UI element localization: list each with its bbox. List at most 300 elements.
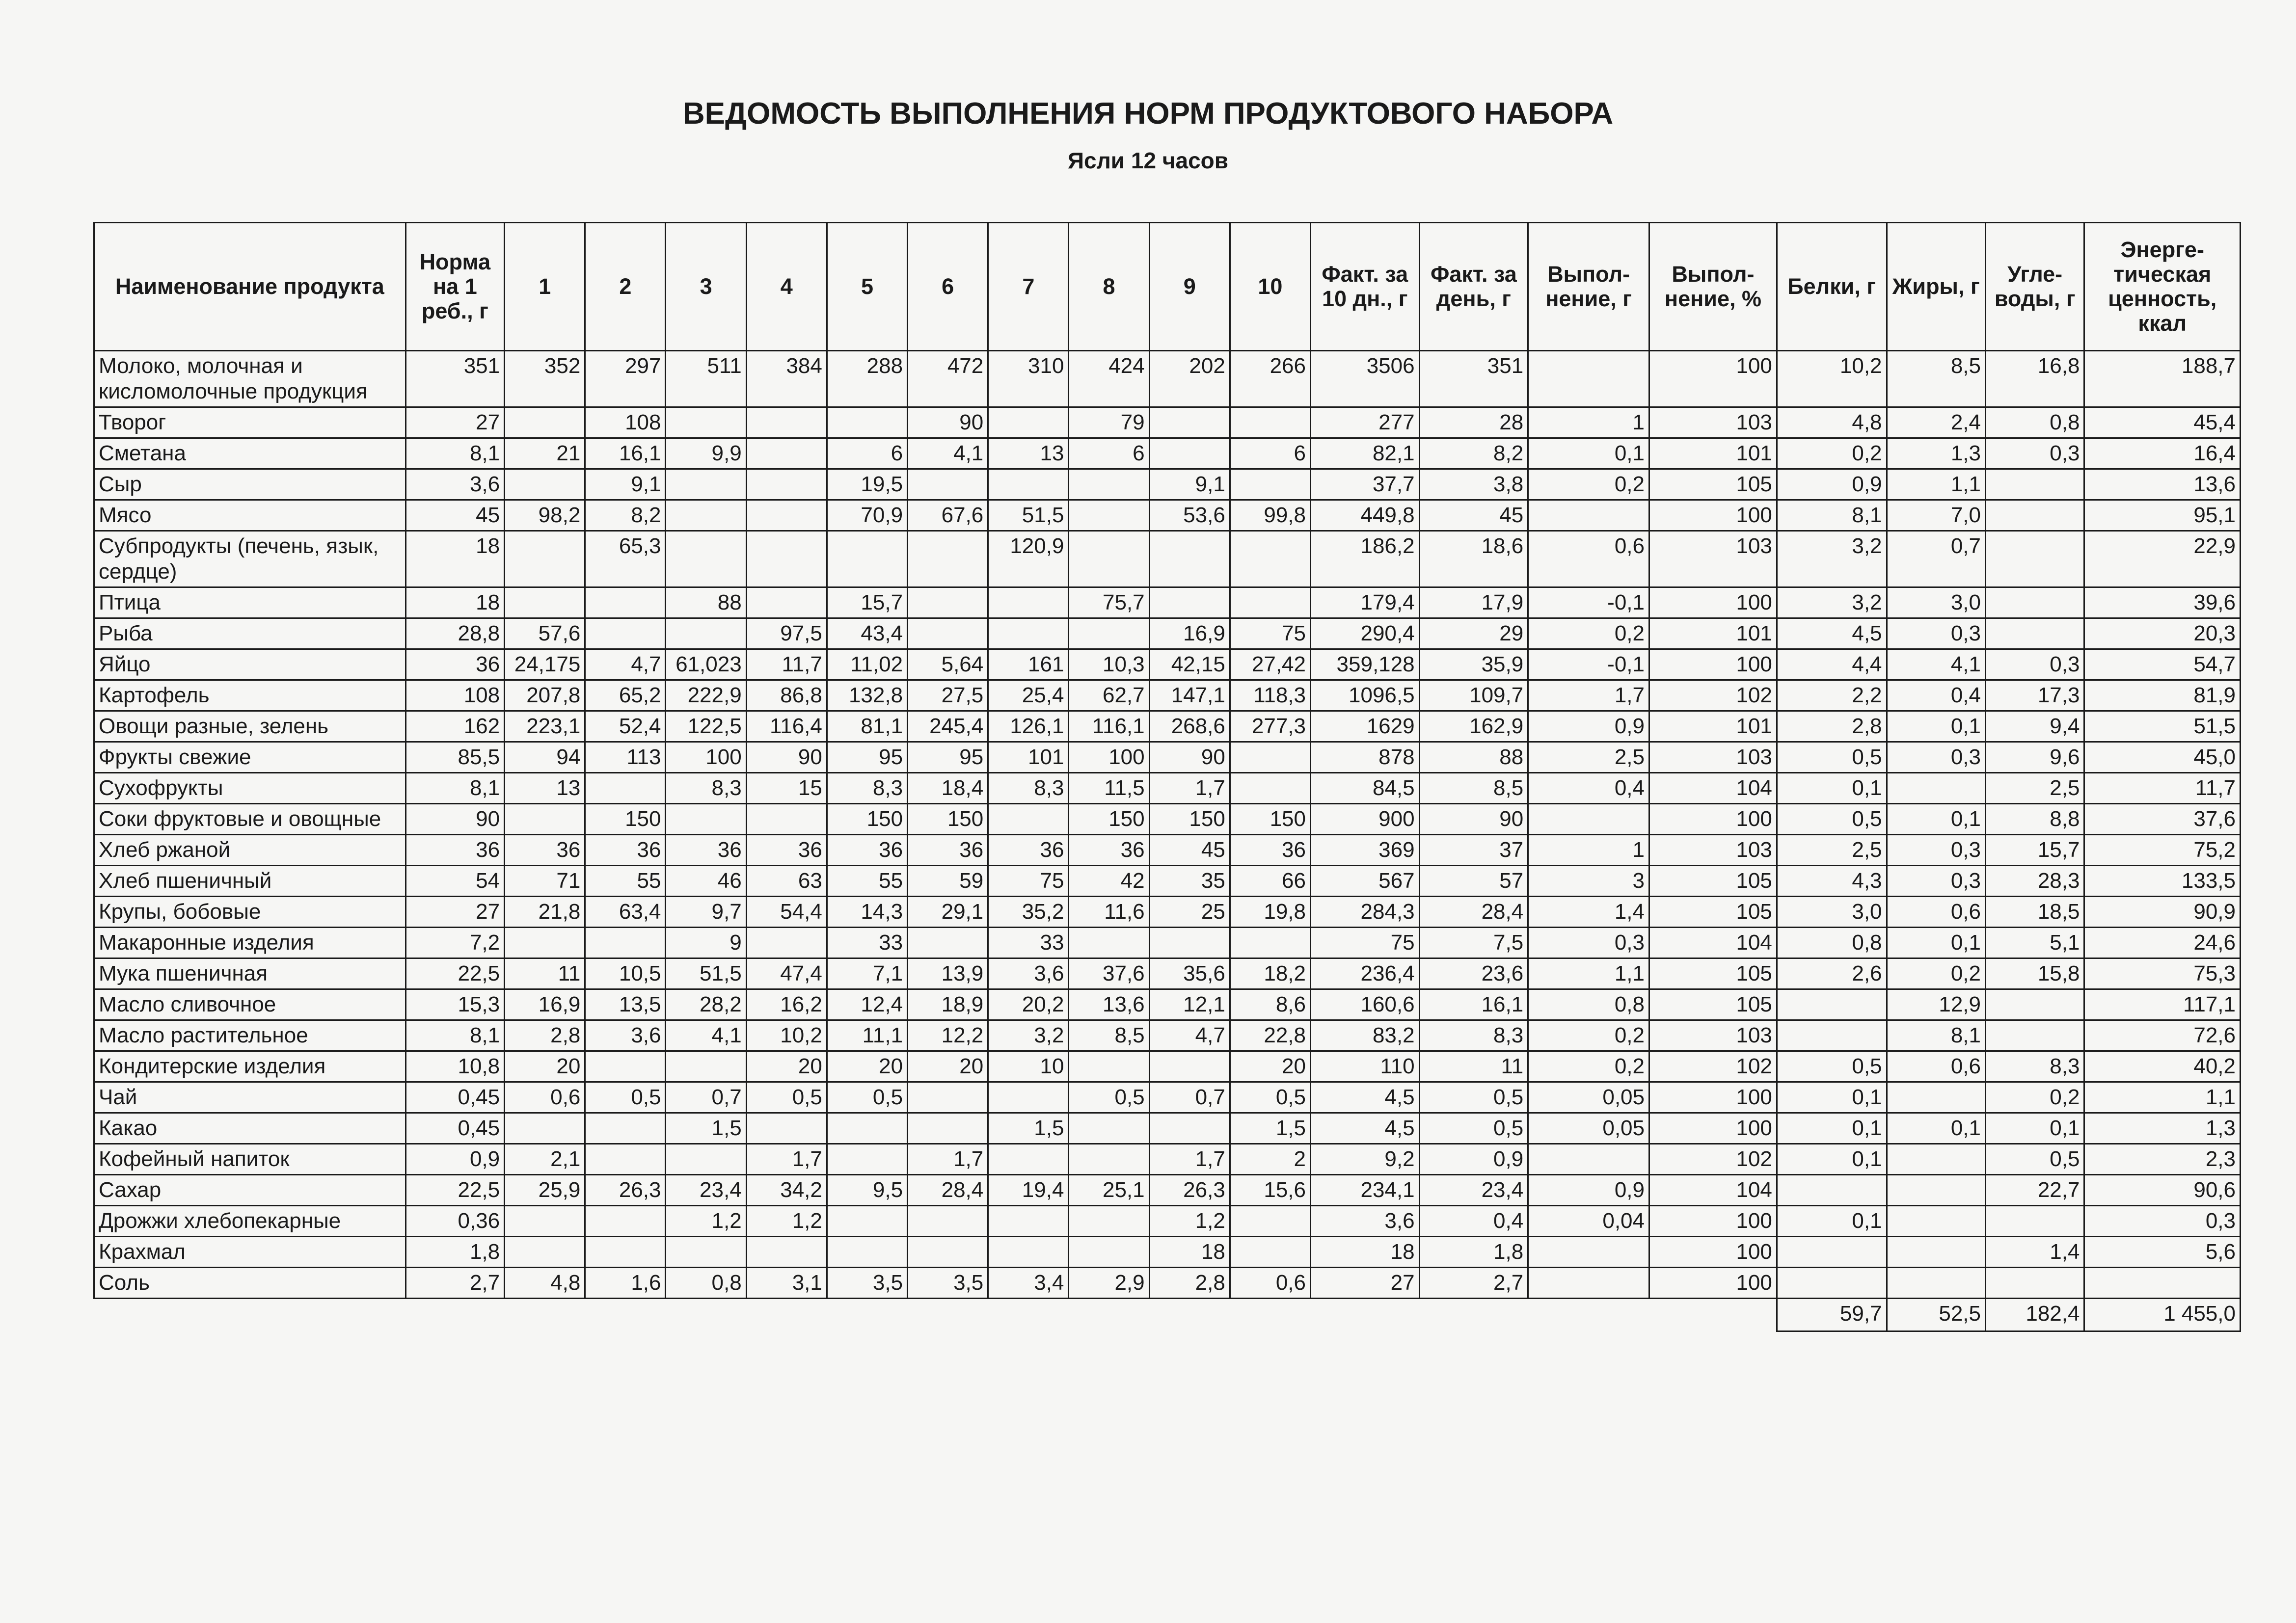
value-cell: 0,2 [1528,469,1649,500]
value-cell [908,469,988,500]
value-cell: 0,3 [1887,835,1985,866]
value-cell: 7,1 [827,958,907,989]
total-energy: 1 455,0 [2084,1299,2241,1331]
value-cell [1887,1144,1985,1175]
value-cell: 310 [988,351,1069,407]
value-cell: 1,7 [1149,773,1230,804]
value-cell: 36 [585,835,666,866]
value-cell: 66 [1230,866,1310,897]
value-cell: 116,1 [1069,711,1149,742]
table-header-row [94,223,2241,351]
value-cell: 245,4 [908,711,988,742]
value-cell: 20,2 [988,989,1069,1020]
value-cell [746,469,827,500]
value-cell: 100 [1649,1113,1777,1144]
value-cell: 9,7 [666,897,746,928]
value-cell [1985,587,2084,618]
value-cell [1777,1175,1887,1206]
value-cell: 1,6 [585,1268,666,1299]
value-cell: 29,1 [908,897,988,928]
value-cell: 13,6 [1069,989,1149,1020]
value-cell: 36 [405,649,504,680]
value-cell [1887,1237,1985,1268]
value-cell [1528,1268,1649,1299]
totals-spacer [94,1299,1777,1331]
value-cell: 567 [1310,866,1419,897]
product-name-cell: Крупы, бобовые [94,897,406,928]
value-cell: 1,3 [1887,438,1985,469]
value-cell: 900 [1310,804,1419,835]
value-cell: 101 [988,742,1069,773]
value-cell: 1 [1528,835,1649,866]
column-header: Норма на 1 реб., г [405,223,504,351]
value-cell: 2,6 [1777,958,1887,989]
value-cell: 15,3 [405,989,504,1020]
value-cell: 120,9 [988,531,1069,587]
value-cell [908,531,988,587]
value-cell: 11,7 [746,649,827,680]
value-cell: 1,5 [666,1113,746,1144]
value-cell: 104 [1649,928,1777,958]
value-cell: 90 [908,407,988,438]
value-cell: 351 [1419,351,1528,407]
value-cell: 51,5 [2084,711,2241,742]
value-cell [1528,1144,1649,1175]
value-cell [908,1206,988,1237]
table-row [94,1144,2241,1175]
value-cell: 18 [405,531,504,587]
value-cell: 63 [746,866,827,897]
value-cell [1149,531,1230,587]
product-name-cell: Чай [94,1082,406,1113]
value-cell [1887,773,1985,804]
value-cell: 2,8 [1777,711,1887,742]
total-carbs: 182,4 [1985,1299,2084,1331]
value-cell: 188,7 [2084,351,2241,407]
value-cell: 1,1 [2084,1082,2241,1113]
value-cell: 27 [405,407,504,438]
value-cell [988,587,1069,618]
value-cell: 5,1 [1985,928,2084,958]
value-cell: 3,0 [1777,897,1887,928]
value-cell: 290,4 [1310,618,1419,649]
value-cell: 0,8 [666,1268,746,1299]
value-cell [746,407,827,438]
value-cell [666,1237,746,1268]
value-cell: 2,9 [1069,1268,1149,1299]
value-cell: 1,7 [908,1144,988,1175]
column-header: 8 [1069,223,1149,351]
table-row [94,711,2241,742]
value-cell: 4,8 [505,1268,585,1299]
value-cell: 10,3 [1069,649,1149,680]
value-cell [1149,1113,1230,1144]
value-cell: 2,5 [1528,742,1649,773]
value-cell: 0,7 [1887,531,1985,587]
value-cell: 35,6 [1149,958,1230,989]
value-cell: 35,2 [988,897,1069,928]
value-cell: 36 [1069,835,1149,866]
value-cell: 2,2 [1777,680,1887,711]
value-cell: 0,7 [1149,1082,1230,1113]
value-cell: 100 [1649,1206,1777,1237]
value-cell [1230,469,1310,500]
value-cell: 126,1 [988,711,1069,742]
product-name-cell: Кондитерские изделия [94,1051,406,1082]
value-cell: 105 [1649,866,1777,897]
value-cell: 3,5 [827,1268,907,1299]
value-cell: 75 [988,866,1069,897]
value-cell: 90 [1419,804,1528,835]
product-name-cell: Соль [94,1268,406,1299]
table-row [94,351,2241,407]
value-cell: 45 [405,500,504,531]
value-cell: 55 [585,866,666,897]
value-cell: 6 [1069,438,1149,469]
value-cell: 12,9 [1887,989,1985,1020]
product-name-cell: Молоко, молочная и кисломолочные продукция [94,351,406,407]
value-cell [1230,1206,1310,1237]
value-cell: 28,3 [1985,866,2084,897]
value-cell [1985,500,2084,531]
value-cell: 223,1 [505,711,585,742]
product-name-cell: Субпродукты (печень, язык, сердце) [94,531,406,587]
value-cell: 105 [1649,897,1777,928]
value-cell: 28,4 [908,1175,988,1206]
value-cell: 20 [746,1051,827,1082]
value-cell: -0,1 [1528,649,1649,680]
value-cell: 0,5 [1777,804,1887,835]
value-cell: 16,4 [2084,438,2241,469]
value-cell: 150 [1230,804,1310,835]
product-name-cell: Дрожжи хлебопекарные [94,1206,406,1237]
value-cell [1985,618,2084,649]
value-cell: 12,1 [1149,989,1230,1020]
value-cell: 100 [1649,649,1777,680]
value-cell: 75 [1230,618,1310,649]
value-cell [1230,773,1310,804]
value-cell [1069,531,1149,587]
value-cell: 54,4 [746,897,827,928]
value-cell: 202 [1149,351,1230,407]
table-row [94,531,2241,587]
product-name-cell: Мясо [94,500,406,531]
value-cell [666,531,746,587]
value-cell: 351 [405,351,504,407]
value-cell: 0,4 [1887,680,1985,711]
value-cell: 103 [1649,835,1777,866]
value-cell: 162 [405,711,504,742]
value-cell: 0,9 [1528,1175,1649,1206]
value-cell: 18 [1310,1237,1419,1268]
value-cell: 51,5 [666,958,746,989]
value-cell: 0,5 [585,1082,666,1113]
value-cell: 12,2 [908,1020,988,1051]
value-cell: 369 [1310,835,1419,866]
value-cell: 3,0 [1887,587,1985,618]
value-cell: 100 [1649,1237,1777,1268]
column-header: Угле-воды, г [1985,223,2084,351]
value-cell: 11,6 [1069,897,1149,928]
value-cell: 11 [505,958,585,989]
value-cell: 43,4 [827,618,907,649]
product-name-cell: Макаронные изделия [94,928,406,958]
value-cell: 33 [827,928,907,958]
value-cell: 0,3 [1887,618,1985,649]
value-cell: 0,4 [1528,773,1649,804]
value-cell: 8,3 [827,773,907,804]
value-cell [908,1082,988,1113]
value-cell: 7,5 [1419,928,1528,958]
value-cell: 13,5 [585,989,666,1020]
value-cell: 36 [1230,835,1310,866]
value-cell: 0,5 [1419,1082,1528,1113]
table-row [94,680,2241,711]
value-cell: 4,5 [1310,1082,1419,1113]
value-cell: 0,5 [1230,1082,1310,1113]
value-cell: 0,8 [1985,407,2084,438]
value-cell: 10 [988,1051,1069,1082]
value-cell [1985,1020,2084,1051]
column-header: 5 [827,223,907,351]
value-cell: 3,4 [988,1268,1069,1299]
value-cell: 42,15 [1149,649,1230,680]
value-cell: 36 [666,835,746,866]
value-cell: 15,6 [1230,1175,1310,1206]
value-cell [1985,989,2084,1020]
value-cell: 449,8 [1310,500,1419,531]
table-row [94,407,2241,438]
value-cell: 4,7 [585,649,666,680]
value-cell: 103 [1649,742,1777,773]
value-cell: 75 [1310,928,1419,958]
table-row [94,773,2241,804]
value-cell [1230,407,1310,438]
value-cell [988,804,1069,835]
value-cell: 160,6 [1310,989,1419,1020]
table-row [94,1113,2241,1144]
value-cell: 17,3 [1985,680,2084,711]
value-cell [1528,804,1649,835]
value-cell: 0,1 [1528,438,1649,469]
column-header: 3 [666,223,746,351]
value-cell: 0,9 [1419,1144,1528,1175]
value-cell: 35 [1149,866,1230,897]
value-cell: 15 [746,773,827,804]
table-row [94,500,2241,531]
table-row [94,1020,2241,1051]
value-cell: 36 [746,835,827,866]
value-cell: 3,2 [988,1020,1069,1051]
value-cell: 25,4 [988,680,1069,711]
value-cell: 8,6 [1230,989,1310,1020]
value-cell: 8,3 [1419,1020,1528,1051]
value-cell: 0,1 [1777,1113,1887,1144]
value-cell [1149,587,1230,618]
value-cell: 94 [505,742,585,773]
value-cell: 18,4 [908,773,988,804]
value-cell: 46 [666,866,746,897]
value-cell [746,531,827,587]
value-cell: 1,4 [1985,1237,2084,1268]
product-name-cell: Сыр [94,469,406,500]
value-cell [1887,1175,1985,1206]
value-cell: 88 [1419,742,1528,773]
value-cell: 34,2 [746,1175,827,1206]
value-cell: 105 [1649,958,1777,989]
table-row [94,1082,2241,1113]
value-cell: 0,1 [1777,1082,1887,1113]
value-cell: 45 [1419,500,1528,531]
value-cell: 0,2 [1887,958,1985,989]
value-cell: 9,6 [1985,742,2084,773]
value-cell: 7,0 [1887,500,1985,531]
value-cell: 45,4 [2084,407,2241,438]
value-cell: 10,2 [1777,351,1887,407]
value-cell: 23,6 [1419,958,1528,989]
value-cell: 0,3 [1528,928,1649,958]
value-cell: 100 [1069,742,1149,773]
value-cell [666,1144,746,1175]
value-cell: 0,8 [1528,989,1649,1020]
value-cell: 3,2 [1777,587,1887,618]
value-cell: 18 [405,587,504,618]
value-cell: 0,5 [1069,1082,1149,1113]
value-cell: 4,1 [1887,649,1985,680]
value-cell [585,1113,666,1144]
value-cell: 6 [1230,438,1310,469]
value-cell: 27,5 [908,680,988,711]
table-row [94,897,2241,928]
value-cell [585,928,666,958]
totals-row [94,1299,2241,1331]
product-name-cell: Яйцо [94,649,406,680]
value-cell: 36 [405,835,504,866]
value-cell [1887,1206,1985,1237]
value-cell: 36 [988,835,1069,866]
value-cell: 9 [666,928,746,958]
value-cell: 27,42 [1230,649,1310,680]
value-cell: 19,5 [827,469,907,500]
column-header: Выпол-нение, г [1528,223,1649,351]
value-cell: 16,8 [1985,351,2084,407]
product-name-cell: Мука пшеничная [94,958,406,989]
value-cell: 90,6 [2084,1175,2241,1206]
value-cell: 150 [1069,804,1149,835]
value-cell: 47,4 [746,958,827,989]
value-cell: 20 [908,1051,988,1082]
value-cell [505,928,585,958]
value-cell: 0,6 [1230,1268,1310,1299]
value-cell [1230,928,1310,958]
value-cell: 103 [1649,1020,1777,1051]
total-proteins: 59,7 [1777,1299,1887,1331]
table-row [94,1175,2241,1206]
value-cell: 103 [1649,531,1777,587]
value-cell: 21 [505,438,585,469]
value-cell: 22,8 [1230,1020,1310,1051]
column-header: 2 [585,223,666,351]
value-cell: 88 [666,587,746,618]
product-name-cell: Овощи разные, зелень [94,711,406,742]
value-cell: 511 [666,351,746,407]
value-cell: 9,1 [1149,469,1230,500]
value-cell: 54,7 [2084,649,2241,680]
value-cell [1149,1051,1230,1082]
total-fats: 52,5 [1887,1299,1985,1331]
value-cell: 18,6 [1419,531,1528,587]
value-cell: 105 [1649,989,1777,1020]
value-cell: 23,4 [1419,1175,1528,1206]
value-cell: 0,5 [1419,1113,1528,1144]
value-cell: 268,6 [1149,711,1230,742]
value-cell: 10,5 [585,958,666,989]
value-cell: 4,1 [666,1020,746,1051]
value-cell: 13,9 [908,958,988,989]
value-cell: 20 [1230,1051,1310,1082]
product-name-cell: Рыба [94,618,406,649]
value-cell: 1,2 [666,1206,746,1237]
nutrition-report-table [93,222,2241,1332]
value-cell: 75,3 [2084,958,2241,989]
value-cell: 0,3 [2084,1206,2241,1237]
value-cell: 67,6 [908,500,988,531]
value-cell: 100 [1649,351,1777,407]
value-cell: 59 [908,866,988,897]
value-cell: 0,1 [1777,773,1887,804]
value-cell: 0,5 [827,1082,907,1113]
value-cell: 132,8 [827,680,907,711]
value-cell: 161 [988,649,1069,680]
value-cell: 0,2 [1528,1020,1649,1051]
value-cell: 0,2 [1985,1082,2084,1113]
value-cell: 150 [908,804,988,835]
product-name-cell: Кофейный напиток [94,1144,406,1175]
value-cell: 0,45 [405,1113,504,1144]
value-cell [585,1237,666,1268]
value-cell: 75,7 [1069,587,1149,618]
value-cell [1985,1206,2084,1237]
value-cell [505,407,585,438]
value-cell: 8,1 [1887,1020,1985,1051]
value-cell: 18 [1149,1237,1230,1268]
product-name-cell: Птица [94,587,406,618]
value-cell [1528,1237,1649,1268]
value-cell: 70,9 [827,500,907,531]
value-cell: 11,5 [1069,773,1149,804]
table-row [94,835,2241,866]
value-cell [1528,351,1649,407]
value-cell: 1,5 [988,1113,1069,1144]
product-name-cell: Хлеб ржаной [94,835,406,866]
value-cell: 95 [908,742,988,773]
table-row [94,958,2241,989]
value-cell: 11,7 [2084,773,2241,804]
value-cell: 9,9 [666,438,746,469]
value-cell: 100 [1649,1082,1777,1113]
column-header: 6 [908,223,988,351]
value-cell: 0,4 [1419,1206,1528,1237]
value-cell [585,618,666,649]
value-cell: 65,2 [585,680,666,711]
value-cell: 25,9 [505,1175,585,1206]
column-header: 10 [1230,223,1310,351]
value-cell: 4,5 [1310,1113,1419,1144]
value-cell: 222,9 [666,680,746,711]
value-cell: 25,1 [1069,1175,1149,1206]
value-cell: 878 [1310,742,1419,773]
value-cell: 2,5 [1985,773,2084,804]
